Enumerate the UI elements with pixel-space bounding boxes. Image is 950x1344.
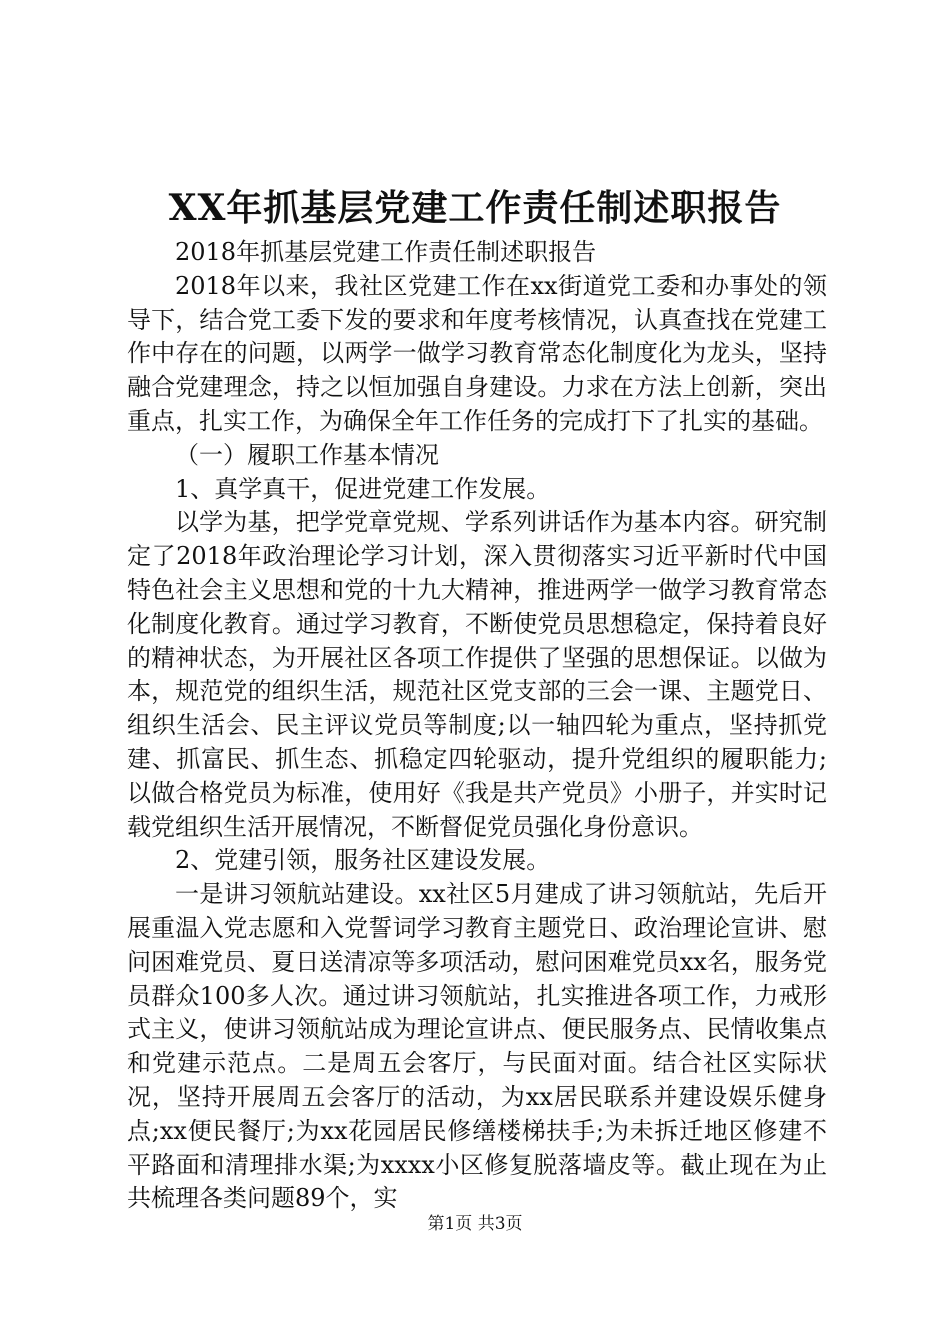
paragraph-study: 以学为基，把学党章党规、学系列讲话作为基本内容。研究制定了2018年政治理论学习计划，深入贯彻落实习近平新时代中国特色社会主义思想和党的十九大精神，推进两学一做学习教育常态化制度化教育。通过学习教育，不断使党员思想稳定，保持着良好的精神状态，为开展社区各项工作提供了坚强的思想保证。以做为本，规范党的组织生活，规范社区党支部的三会一课、主题党日、组织生活会、民主评议党员等制度;以一轴四轮为重点，坚持抓党建、抓富民、抓生态、抓稳定四轮驱动，提升党组织的履职能力;以做合格党员为标准，使用好《我是共产党员》小册子，并实时记载党组织生活开展情况，不断督促党员强化身份意识。 xyxy=(127,508,827,841)
section-heading-1: （一）履职工作基本情况 xyxy=(175,440,439,469)
subheading-2: 2、党建引领，服务社区建设发展。 xyxy=(175,846,551,875)
document-body xyxy=(127,236,827,1216)
paragraph-subtitle: 2018年抓基层党建工作责任制述职报告 xyxy=(175,238,597,266)
paragraph-service: 一是讲习领航站建设。xx社区5月建成了讲习领航站，先后开展重温入党志愿和入党誓词学习教育主题党日、政治理论宣讲、慰问困难党员、夏日送清凉等多项活动，慰问困难党员xx名，服务党员群众100多人次。通过讲习领航站，扎实推进各项工作，力戒形式主义，使讲习领航站成为理论宣讲点、便民服务点、民情收集点和党建示范点。二是周五会客厅，与民面对面。结合社区实际状况，坚持开展周五会客厅的活动，为xx居民联系并建设娱乐健身点;xx便民餐厅;为xx花园居民修缮楼梯扶手;为未拆迁地区修建不平路面和清理排水渠;为xxxx小区修复脱落墙皮等。截止现在为止共梳理各类问题89个，实 xyxy=(127,880,827,1213)
document-title: XX年抓基层党建工作责任制述职报告 xyxy=(168,187,782,229)
page-number-footer: 第1页 共3页 xyxy=(427,1214,523,1234)
subheading-1: 1、真学真干，促进党建工作发展。 xyxy=(175,474,551,503)
paragraph-intro: 2018年以来，我社区党建工作在xx街道党工委和办事处的领导下，结合党工委下发的要求和年度考核情况，认真查找在党建工作中存在的问题，以两学一做学习教育常态化制度化为龙头，坚持融合党建理念，持之以恒加强自身建设。力求在方法上创新，突出重点，扎实工作，为确保全年工作任务的完成打下了扎实的基础。 xyxy=(127,271,827,435)
